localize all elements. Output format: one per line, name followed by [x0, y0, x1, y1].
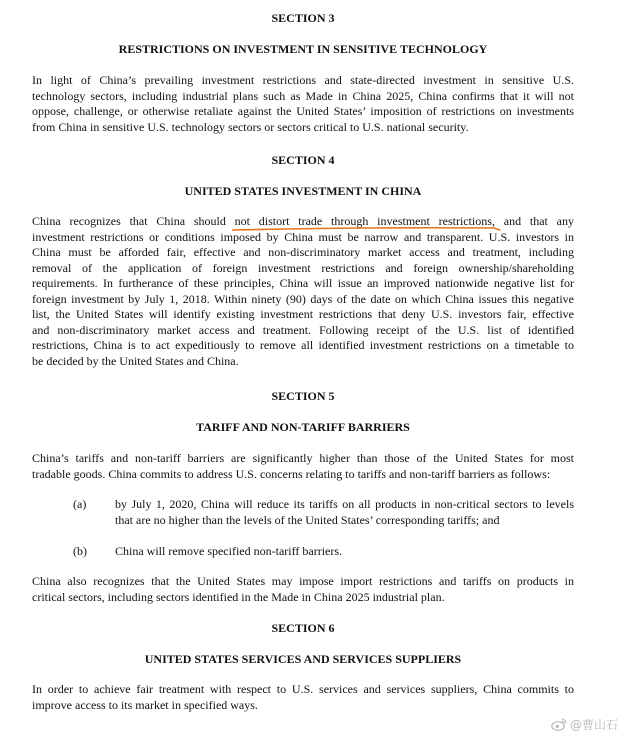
section-5-title: TARIFF AND NON-TARIFF BARRIERS	[196, 420, 410, 434]
section-4-title: UNITED STATES INVESTMENT IN CHINA	[184, 184, 422, 198]
section-5-closing	[32, 574, 574, 605]
section-5-number: SECTION 5	[271, 389, 335, 403]
paragraph-line: restrictions, China is to act expeditiously to remove all identified investment restrictions on a timetable to	[32, 338, 574, 352]
paragraph-line: list, the United States will identify existing investment restrictions that deny U.S. investors fair, effective	[32, 307, 574, 321]
list-line: that are no higher than the levels of the United States’ corresponding tariffs; and	[115, 513, 500, 527]
paragraph-line: In light of China’s prevailing investment restrictions and state-directed investment in sensitive U.S.	[32, 73, 574, 87]
paragraph-line: China also recognizes that the United States may impose import restrictions and tariffs on products in	[32, 574, 574, 588]
paragraph-line: from China in sensitive U.S. technology sectors or sectors critical to U.S. national security.	[32, 119, 469, 134]
underlined-phrase: not distort trade through investment restrictions	[234, 214, 492, 228]
paragraph-line: In order to achieve fair treatment with respect to U.S. services and services suppliers, China commits to	[32, 682, 574, 696]
paragraph-line: critical sectors, including sectors identified in the Made in China 2025 industrial plan.	[32, 589, 445, 604]
paragraph-line: China’s tariffs and non-tariff barriers are significantly higher than those of the United States for most	[32, 451, 574, 465]
watermark-text: @曹山石	[569, 718, 618, 732]
paragraph-line: tradable goods. China commits to address U.S. concerns relating to tariffs and non-tariff barriers as follows:	[32, 466, 551, 481]
paragraph-line: removal of the application of foreign investment restrictions and foreign ownership/shareholding	[32, 260, 574, 275]
paragraph-line: and non-discriminatory market access and treatment. Following receipt of the U.S. list of identified	[32, 322, 574, 337]
section-4-paragraph	[32, 214, 574, 369]
paragraph-line: foreign investment by July 1, 2018. Within ninety (90) days of the date on which China issues this negative	[32, 291, 574, 306]
section-3-title: RESTRICTIONS ON INVESTMENT IN SENSITIVE TECHNOLOGY	[118, 42, 488, 56]
section-3-number: SECTION 3	[271, 11, 335, 25]
section-4-number: SECTION 4	[271, 153, 335, 167]
section-6-number: SECTION 6	[271, 621, 335, 635]
list-marker: (b)	[73, 544, 87, 558]
paragraph-line: improve access to its market in specified ways.	[32, 697, 258, 712]
text-segment: , and that any	[491, 214, 574, 228]
section-5-intro	[32, 451, 574, 482]
paragraph-line: requirements. In furtherance of these principles, China will issue an improved nationwide negative list for	[32, 276, 574, 290]
list-line: by July 1, 2020, China will reduce its tariffs on all products in non-critical sectors to levels	[115, 497, 574, 511]
watermark	[551, 716, 618, 733]
section-3-paragraph	[32, 73, 574, 135]
text-segment: China recognizes that China should	[32, 214, 235, 228]
paragraph-line: China must be afforded fair, effective and non-discriminatory market access and treatment, including	[32, 245, 574, 259]
paragraph-line-first	[32, 214, 574, 230]
list-item-body	[115, 496, 574, 528]
paragraph-line: oppose, challenge, or otherwise retaliate against the United States’ imposition of restrictions on investments	[32, 104, 574, 118]
section-6-title: UNITED STATES SERVICES AND SERVICES SUPPLIERS	[144, 652, 462, 666]
list-marker: (a)	[73, 497, 87, 511]
list-line: China will remove specified non-tariff barriers.	[115, 544, 343, 558]
paragraph-line: investment restrictions or conditions imposed by China must be narrow and transparent. U.S. investors in	[32, 229, 574, 244]
weibo-icon	[551, 718, 567, 731]
section-6-paragraph	[32, 682, 574, 713]
paragraph-line: be decided by the United States and China.	[32, 353, 239, 368]
list-item-body	[115, 543, 574, 559]
paragraph-line: technology sectors, including industrial plans such as Made in China 2025, China confirms that it will not	[32, 88, 574, 103]
